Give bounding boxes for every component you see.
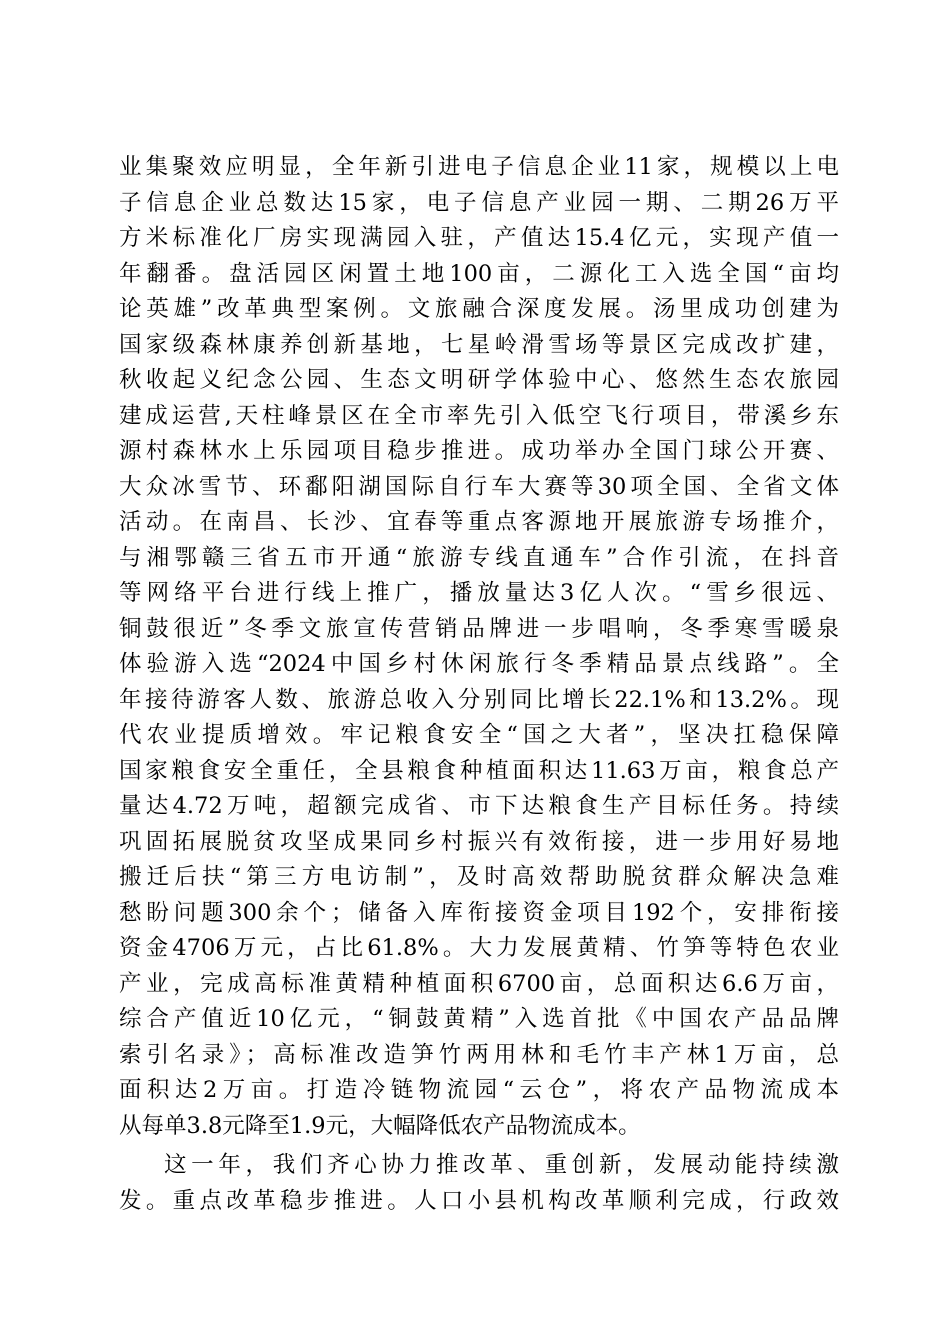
- text-line: 国家级森林康养创新基地，七星岭滑雪场等景区完成改扩建，: [119, 331, 839, 358]
- text-line: 这一年，我们齐心协力推改革、重创新，发展动能持续激: [164, 1152, 839, 1178]
- paragraph-1: [119, 150, 839, 1144]
- paragraph-2: [119, 1148, 839, 1219]
- text-line: 愁盼问题300余个；储备入库衔接资金项目192个，安排衔接: [119, 899, 839, 926]
- text-line: 活动。在南昌、长沙、宜春等重点客源地开展旅游专场推介，: [119, 509, 839, 535]
- text-line: 等网络平台进行线上推广，播放量达3亿人次。“雪乡很远、: [119, 580, 839, 606]
- text-line: 建成运营,天柱峰景区在全市率先引入低空飞行项目，带溪乡东: [119, 402, 839, 429]
- text-line: 论英雄”改革典型案例。文旅融合深度发展。汤里成功创建为: [119, 296, 839, 322]
- text-line: 业集聚效应明显，全年新引进电子信息企业11家，规模以上电: [119, 154, 839, 180]
- text-line: 发。重点改革稳步推进。人口小县机构改革顺利完成，行政效: [119, 1187, 839, 1214]
- text-line: 综合产值近10亿元，“铜鼓黄精”入选首批《中国农产品品牌: [119, 1006, 839, 1032]
- text-line: 代农业提质增效。牢记粮食安全“国之大者”，坚决扛稳保障: [119, 722, 839, 748]
- text-line: 子信息企业总数达15家，电子信息产业园一期、二期26万平: [119, 189, 839, 216]
- text-line: 索引名录》；高标准改造笋竹两用林和毛竹丰产林1万亩，总: [119, 1041, 839, 1068]
- text-line: 源村森林水上乐园项目稳步推进。成功举办全国门球公开赛、: [119, 438, 839, 464]
- text-line: 秋收起义纪念公园、生态文明研学体验中心、悠然生态农旅园: [119, 367, 839, 393]
- body-text: [119, 150, 839, 1219]
- text-line: 年翻番。盘活园区闲置土地100亩，二源化工入选全国“亩均: [119, 260, 839, 287]
- text-line: 铜鼓很近”冬季文旅宣传营销品牌进一步唱响，冬季寒雪暖泉: [119, 615, 839, 642]
- text-line: 大众冰雪节、环鄱阳湖国际自行车大赛等30项全国、全省文体: [119, 473, 839, 500]
- text-line: 国家粮食安全重任，全县粮食种植面积达11.63万亩，粮食总产: [119, 757, 839, 784]
- text-line: 与湘鄂赣三省五市开通“旅游专线直通车”合作引流，在抖音: [119, 544, 839, 571]
- text-line: 量达4.72万吨，超额完成省、市下达粮食生产目标任务。持续: [119, 793, 839, 819]
- text-line: 产业，完成高标准黄精种植面积6700亩，总面积达6.6万亩，: [119, 970, 839, 997]
- text-line: 资金4706万元，占比61.8%。大力发展黄精、竹笋等特色农业: [119, 935, 839, 961]
- text-line: 从每单3.8元降至1.9元，大幅降低农产品物流成本。: [119, 1112, 641, 1139]
- text-line: 巩固拓展脱贫攻坚成果同乡村振兴有效衔接，进一步用好易地: [119, 828, 839, 855]
- text-line: 搬迁后扶“第三方电访制”，及时高效帮助脱贫群众解决急难: [119, 864, 839, 890]
- text-line: 年接待游客人数、旅游总收入分别同比增长22.1%和13.2%。现: [119, 686, 839, 713]
- text-line: 面积达2万亩。打造冷链物流园“云仓”，将农产品物流成本: [119, 1077, 839, 1103]
- text-line: 方米标准化厂房实现满园入驻，产值达15.4亿元，实现产值一: [119, 225, 839, 251]
- text-line: 体验游入选“2024中国乡村休闲旅行冬季精品景点线路”。全: [119, 651, 839, 677]
